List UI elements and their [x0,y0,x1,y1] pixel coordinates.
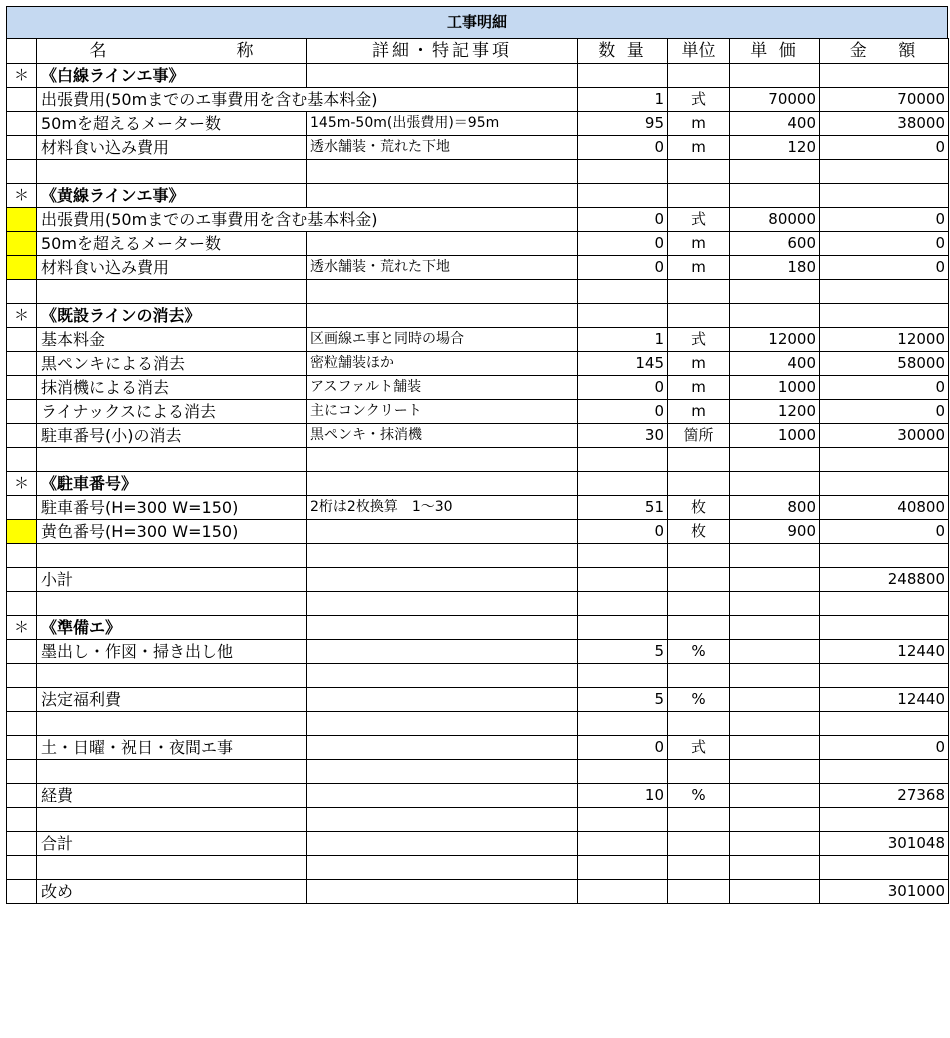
row-qty [578,664,668,688]
row-price: 1000 [730,424,820,448]
section-row [7,616,949,640]
row-unit [668,184,730,208]
row-name: 《既設ラインの消去》 [37,304,307,328]
row-detail [307,832,578,856]
row-price [730,808,820,832]
table-row [7,832,949,856]
row-amount: 30000 [820,424,949,448]
row-detail [307,448,578,472]
row-price [730,784,820,808]
row-detail [307,544,578,568]
row-detail [307,760,578,784]
row-price [730,160,820,184]
table-row [7,808,949,832]
row-detail [307,616,578,640]
row-mark [7,736,37,760]
row-unit: m [668,376,730,400]
row-qty: 5 [578,640,668,664]
row-mark [7,112,37,136]
header-detail: 詳細・特記事項 [307,39,578,64]
row-price: 900 [730,520,820,544]
row-name: 《黄線ラインエ事》 [37,184,307,208]
row-qty: 0 [578,520,668,544]
table-row [7,712,949,736]
row-amount [820,664,949,688]
row-price [730,688,820,712]
row-amount: 0 [820,736,949,760]
row-amount: 0 [820,400,949,424]
row-qty [578,880,668,904]
row-unit [668,712,730,736]
row-detail [307,568,578,592]
row-price [730,712,820,736]
row-qty [578,832,668,856]
row-price: 400 [730,352,820,376]
row-name: 材料食い込み費用 [37,256,307,280]
header-mark [7,39,37,64]
row-detail: アスファルト舗装 [307,376,578,400]
row-mark [7,256,37,280]
row-mark: ＊ [7,304,37,328]
row-amount [820,280,949,304]
row-unit: % [668,688,730,712]
row-qty [578,592,668,616]
table-row [7,400,949,424]
row-name: 材料食い込み費用 [37,136,307,160]
table-row [7,736,949,760]
row-unit [668,808,730,832]
row-detail [307,520,578,544]
row-mark [7,232,37,256]
row-unit [668,304,730,328]
row-unit [668,880,730,904]
header-unit: 単位 [668,39,730,64]
table-row [7,208,949,232]
row-unit: 枚 [668,496,730,520]
row-name [37,448,307,472]
row-unit [668,856,730,880]
row-mark [7,760,37,784]
row-detail: 透水舗装・荒れた下地 [307,256,578,280]
row-price: 12000 [730,328,820,352]
row-amount [820,448,949,472]
row-amount: 301048 [820,832,949,856]
row-unit [668,448,730,472]
table-row [7,352,949,376]
row-unit: 式 [668,736,730,760]
row-amount: 0 [820,208,949,232]
row-name: 《白線ラインエ事》 [37,64,307,88]
row-name: 基本料金 [37,328,307,352]
header-name-left: 名 [89,40,107,61]
row-detail [307,304,578,328]
row-unit [668,280,730,304]
row-mark [7,136,37,160]
row-mark [7,208,37,232]
row-detail [307,640,578,664]
row-amount [820,616,949,640]
row-mark: ＊ [7,184,37,208]
row-name: ライナックスによる消去 [37,400,307,424]
header-name [37,39,307,64]
row-price [730,736,820,760]
row-qty [578,856,668,880]
row-amount: 0 [820,136,949,160]
row-detail [307,688,578,712]
row-detail [307,880,578,904]
header-qty: 数 量 [578,39,668,64]
row-mark [7,280,37,304]
row-price [730,664,820,688]
row-detail [307,592,578,616]
row-price [730,280,820,304]
row-detail [307,184,578,208]
row-name: 土・日曜・祝日・夜間エ事 [37,736,307,760]
row-name: 合計 [37,832,307,856]
row-unit [668,664,730,688]
row-name: 出張費用(50mまでのエ事費用を含む基本料金) [37,88,578,112]
row-detail [307,712,578,736]
row-mark [7,88,37,112]
table-row [7,544,949,568]
row-amount [820,64,949,88]
estimate-sheet [6,6,948,904]
row-qty: 1 [578,328,668,352]
row-qty: 145 [578,352,668,376]
row-qty: 10 [578,784,668,808]
row-qty [578,712,668,736]
row-qty: 1 [578,88,668,112]
row-name: 《準備エ》 [37,616,307,640]
row-mark [7,520,37,544]
row-price [730,880,820,904]
table-row [7,376,949,400]
row-qty: 0 [578,400,668,424]
row-unit: m [668,112,730,136]
row-detail [307,856,578,880]
row-price: 800 [730,496,820,520]
row-amount [820,544,949,568]
row-name: 改め [37,880,307,904]
row-unit [668,472,730,496]
row-price [730,640,820,664]
row-mark [7,832,37,856]
row-amount [820,712,949,736]
table-row [7,448,949,472]
row-unit [668,64,730,88]
row-qty [578,280,668,304]
row-mark: ＊ [7,472,37,496]
row-unit: 枚 [668,520,730,544]
row-detail: 主にコンクリート [307,400,578,424]
row-name [37,664,307,688]
row-price: 1000 [730,376,820,400]
row-price [730,544,820,568]
table-row [7,880,949,904]
row-mark [7,856,37,880]
row-detail [307,280,578,304]
table-row [7,592,949,616]
row-mark [7,784,37,808]
row-detail [307,736,578,760]
row-price [730,616,820,640]
row-price [730,592,820,616]
table-row [7,136,949,160]
section-row [7,304,949,328]
row-amount: 0 [820,232,949,256]
table-row [7,88,949,112]
row-qty [578,616,668,640]
table-row [7,328,949,352]
row-mark: ＊ [7,616,37,640]
row-price [730,832,820,856]
row-detail [307,472,578,496]
row-price: 80000 [730,208,820,232]
row-qty [578,808,668,832]
row-qty [578,760,668,784]
row-name: 抹消機による消去 [37,376,307,400]
row-amount: 27368 [820,784,949,808]
row-amount [820,472,949,496]
row-name: 経費 [37,784,307,808]
table-row [7,760,949,784]
row-amount: 70000 [820,88,949,112]
row-amount: 0 [820,520,949,544]
row-mark [7,688,37,712]
row-mark: ＊ [7,64,37,88]
row-amount: 38000 [820,112,949,136]
row-amount [820,592,949,616]
row-mark [7,424,37,448]
row-name [37,856,307,880]
row-unit: 式 [668,328,730,352]
row-name: 50mを超えるメーター数 [37,232,307,256]
row-mark [7,568,37,592]
row-mark [7,376,37,400]
row-amount: 0 [820,376,949,400]
section-row [7,64,949,88]
row-qty [578,568,668,592]
row-mark [7,640,37,664]
row-mark [7,496,37,520]
row-name [37,544,307,568]
row-unit: 式 [668,88,730,112]
row-qty: 0 [578,256,668,280]
row-unit: m [668,352,730,376]
row-mark [7,664,37,688]
row-unit: m [668,400,730,424]
row-unit: m [668,136,730,160]
row-mark [7,592,37,616]
row-name: 墨出し・作図・掃き出し他 [37,640,307,664]
estimate-table [6,38,949,904]
row-mark [7,808,37,832]
row-qty [578,472,668,496]
row-amount [820,184,949,208]
section-row [7,184,949,208]
table-row [7,160,949,184]
row-price: 180 [730,256,820,280]
row-unit: m [668,256,730,280]
row-unit [668,160,730,184]
row-name [37,280,307,304]
row-amount: 12440 [820,640,949,664]
row-qty: 0 [578,208,668,232]
row-amount [820,856,949,880]
row-name: 出張費用(50mまでのエ事費用を含む基本料金) [37,208,578,232]
row-amount: 58000 [820,352,949,376]
row-name [37,160,307,184]
row-price: 1200 [730,400,820,424]
table-row [7,112,949,136]
row-amount: 248800 [820,568,949,592]
row-detail: 黒ペンキ・抹消機 [307,424,578,448]
row-name: 黒ペンキによる消去 [37,352,307,376]
row-unit: m [668,232,730,256]
row-name: 黄色番号(H=300 W=150) [37,520,307,544]
row-mark [7,712,37,736]
row-qty: 0 [578,232,668,256]
row-unit [668,832,730,856]
table-row [7,256,949,280]
table-row [7,280,949,304]
row-mark [7,160,37,184]
header-price: 単 価 [730,39,820,64]
row-price: 600 [730,232,820,256]
row-name: 小計 [37,568,307,592]
row-name: 《駐車番号》 [37,472,307,496]
row-detail [307,784,578,808]
row-name: 駐車番号(H=300 W=150) [37,496,307,520]
row-detail: 145m-50m(出張費用)＝95m [307,112,578,136]
table-row [7,784,949,808]
row-name [37,712,307,736]
row-mark [7,544,37,568]
table-row [7,424,949,448]
row-detail [307,232,578,256]
row-qty [578,544,668,568]
row-detail: 密粒舗装ほか [307,352,578,376]
row-price [730,760,820,784]
table-row [7,568,949,592]
table-row [7,496,949,520]
row-unit [668,760,730,784]
row-name: 50mを超えるメーター数 [37,112,307,136]
row-name: 駐車番号(小)の消去 [37,424,307,448]
row-qty [578,304,668,328]
row-amount: 12440 [820,688,949,712]
header-name-right: 称 [236,40,254,61]
row-qty: 0 [578,736,668,760]
row-qty: 0 [578,136,668,160]
row-price [730,64,820,88]
row-amount: 12000 [820,328,949,352]
table-row [7,232,949,256]
row-price [730,856,820,880]
row-amount [820,808,949,832]
row-mark [7,448,37,472]
row-price [730,184,820,208]
row-unit: % [668,784,730,808]
row-price: 120 [730,136,820,160]
row-unit: % [668,640,730,664]
row-qty [578,160,668,184]
row-detail: 2桁は2枚換算 1～30 [307,496,578,520]
row-mark [7,352,37,376]
row-price [730,568,820,592]
row-unit: 式 [668,208,730,232]
row-qty [578,64,668,88]
table-row [7,856,949,880]
row-unit [668,592,730,616]
sheet-title: 工事明細 [6,6,948,38]
row-amount [820,760,949,784]
row-detail [307,664,578,688]
row-qty [578,184,668,208]
row-detail [307,808,578,832]
row-price: 70000 [730,88,820,112]
row-amount: 301000 [820,880,949,904]
row-qty: 5 [578,688,668,712]
table-row [7,688,949,712]
row-mark [7,880,37,904]
row-amount [820,160,949,184]
row-name: 法定福利費 [37,688,307,712]
row-unit [668,544,730,568]
row-amount: 0 [820,256,949,280]
row-price: 400 [730,112,820,136]
row-qty: 95 [578,112,668,136]
row-detail [307,64,578,88]
row-unit [668,568,730,592]
row-detail: 区画線エ事と同時の場合 [307,328,578,352]
header-amount: 金 額 [820,39,949,64]
row-price [730,304,820,328]
row-mark [7,328,37,352]
row-price [730,472,820,496]
row-detail: 透水舗装・荒れた下地 [307,136,578,160]
row-detail [307,160,578,184]
row-qty: 0 [578,376,668,400]
row-amount [820,304,949,328]
row-amount: 40800 [820,496,949,520]
row-qty [578,448,668,472]
row-unit: 箇所 [668,424,730,448]
row-qty: 51 [578,496,668,520]
table-row [7,520,949,544]
header-row [7,39,949,64]
row-name [37,760,307,784]
table-row [7,640,949,664]
row-name [37,592,307,616]
section-row [7,472,949,496]
row-mark [7,400,37,424]
row-qty: 30 [578,424,668,448]
table-row [7,664,949,688]
row-unit [668,616,730,640]
row-price [730,448,820,472]
row-name [37,808,307,832]
